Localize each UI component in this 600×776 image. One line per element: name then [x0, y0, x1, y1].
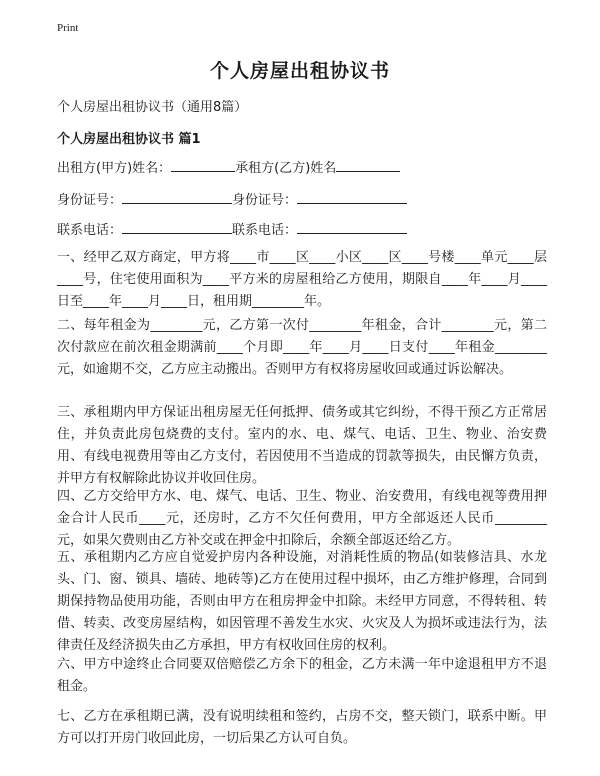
phone-row: [57, 219, 407, 238]
lessee-phone-label: 联系电话：: [232, 223, 298, 238]
lessor-name-label: 出租方(甲方)姓名：: [57, 161, 172, 176]
clause-5: 五、承租期内乙方应自觉爱护房内各种设施，对消耗性质的物品(如装修洁具、水龙头、门、窗、锁具、墙砖、地砖等)乙方在使用过程中损坏，由乙方维护修理，合同到期保持物品使用功能，否则由甲方在租房押金中扣除。未经甲方同意，不得转租、转借、转卖、改变房屋结构，如因管理不善发生水灾、火灾及人为损坏或违法行为，法律责任及经济损失由乙方承担，甲方有权收回住房的权利。: [57, 550, 547, 653]
clause-2: 二、每年租金为________元，乙方第一次付________年租金，合计________元，第二次付款应在前次租金期满前____个月即____年____月____日支付____年租金________元，如逾期不交，乙方应主动搬出。否则甲方有权将房屋收回或通过诉讼解决。: [57, 318, 547, 377]
print-link[interactable]: Print: [57, 22, 79, 34]
lessor-id-label: 身份证号：: [57, 193, 123, 208]
lessor-phone-label: 联系电话：: [57, 223, 123, 238]
lessee-name-label: 承租方(乙方)姓名: [235, 161, 337, 176]
party-name-row: [57, 157, 400, 176]
document-subtitle: 个人房屋出租协议书（通用8篇）: [57, 100, 248, 115]
lessee-phone-blank[interactable]: [297, 221, 407, 234]
section-title: 个人房屋出租协议书 篇1: [57, 132, 201, 147]
lessor-name-blank[interactable]: [171, 159, 235, 172]
lessor-id-blank[interactable]: [122, 191, 232, 204]
document-title: 个人房屋出租协议书: [209, 60, 390, 82]
clause-3: 三、承租期内甲方保证出租房屋无任何抵押、债务或其它纠纷，不得干预乙方正常居住，并负责此房包烧费的支付。室内的水、电、煤气、电话、卫生、物业、治安费用、有线电视费用等由乙方支付，若因使用不当造成的罚款等损失，由民懈方负责，并甲方有权解除此协议并收回住房。: [57, 405, 547, 486]
lessee-id-blank[interactable]: [297, 191, 407, 204]
lessee-name-blank[interactable]: [336, 159, 400, 172]
clause-4: 四、乙方交给甲方水、电、煤气、电话、卫生、物业、治安费用，有线电视等费用押金合计人民币____元，还房时，乙方不欠任何费用，甲方全部返还人民币________元，如果欠费则由乙方补交或在押金中扣除后，余额全部返还给乙方。: [57, 489, 547, 548]
clause-6: 六、甲方中途终止合同要双倍赔偿乙方余下的租金，乙方未满一年中途退租甲方不退租金。: [57, 657, 547, 694]
lessor-phone-blank[interactable]: [122, 221, 232, 234]
lessee-id-label: 身份证号：: [232, 193, 298, 208]
clause-7: 七、乙方在承租期已满，没有说明续租和签约，占房不交，整天锁门，联系中断。甲方可以打开房门收回此房，一切后果乙方认可自负。: [57, 709, 547, 746]
clause-1: 一、经甲乙双方商定，甲方将____市____区____小区____区____号楼____单元____层____号，住宅使用面积为____平方米的房屋租给乙方使用，期限自____年____月____日至____年____月____日，租用期________年。: [57, 250, 547, 309]
id-number-row: [57, 189, 407, 208]
